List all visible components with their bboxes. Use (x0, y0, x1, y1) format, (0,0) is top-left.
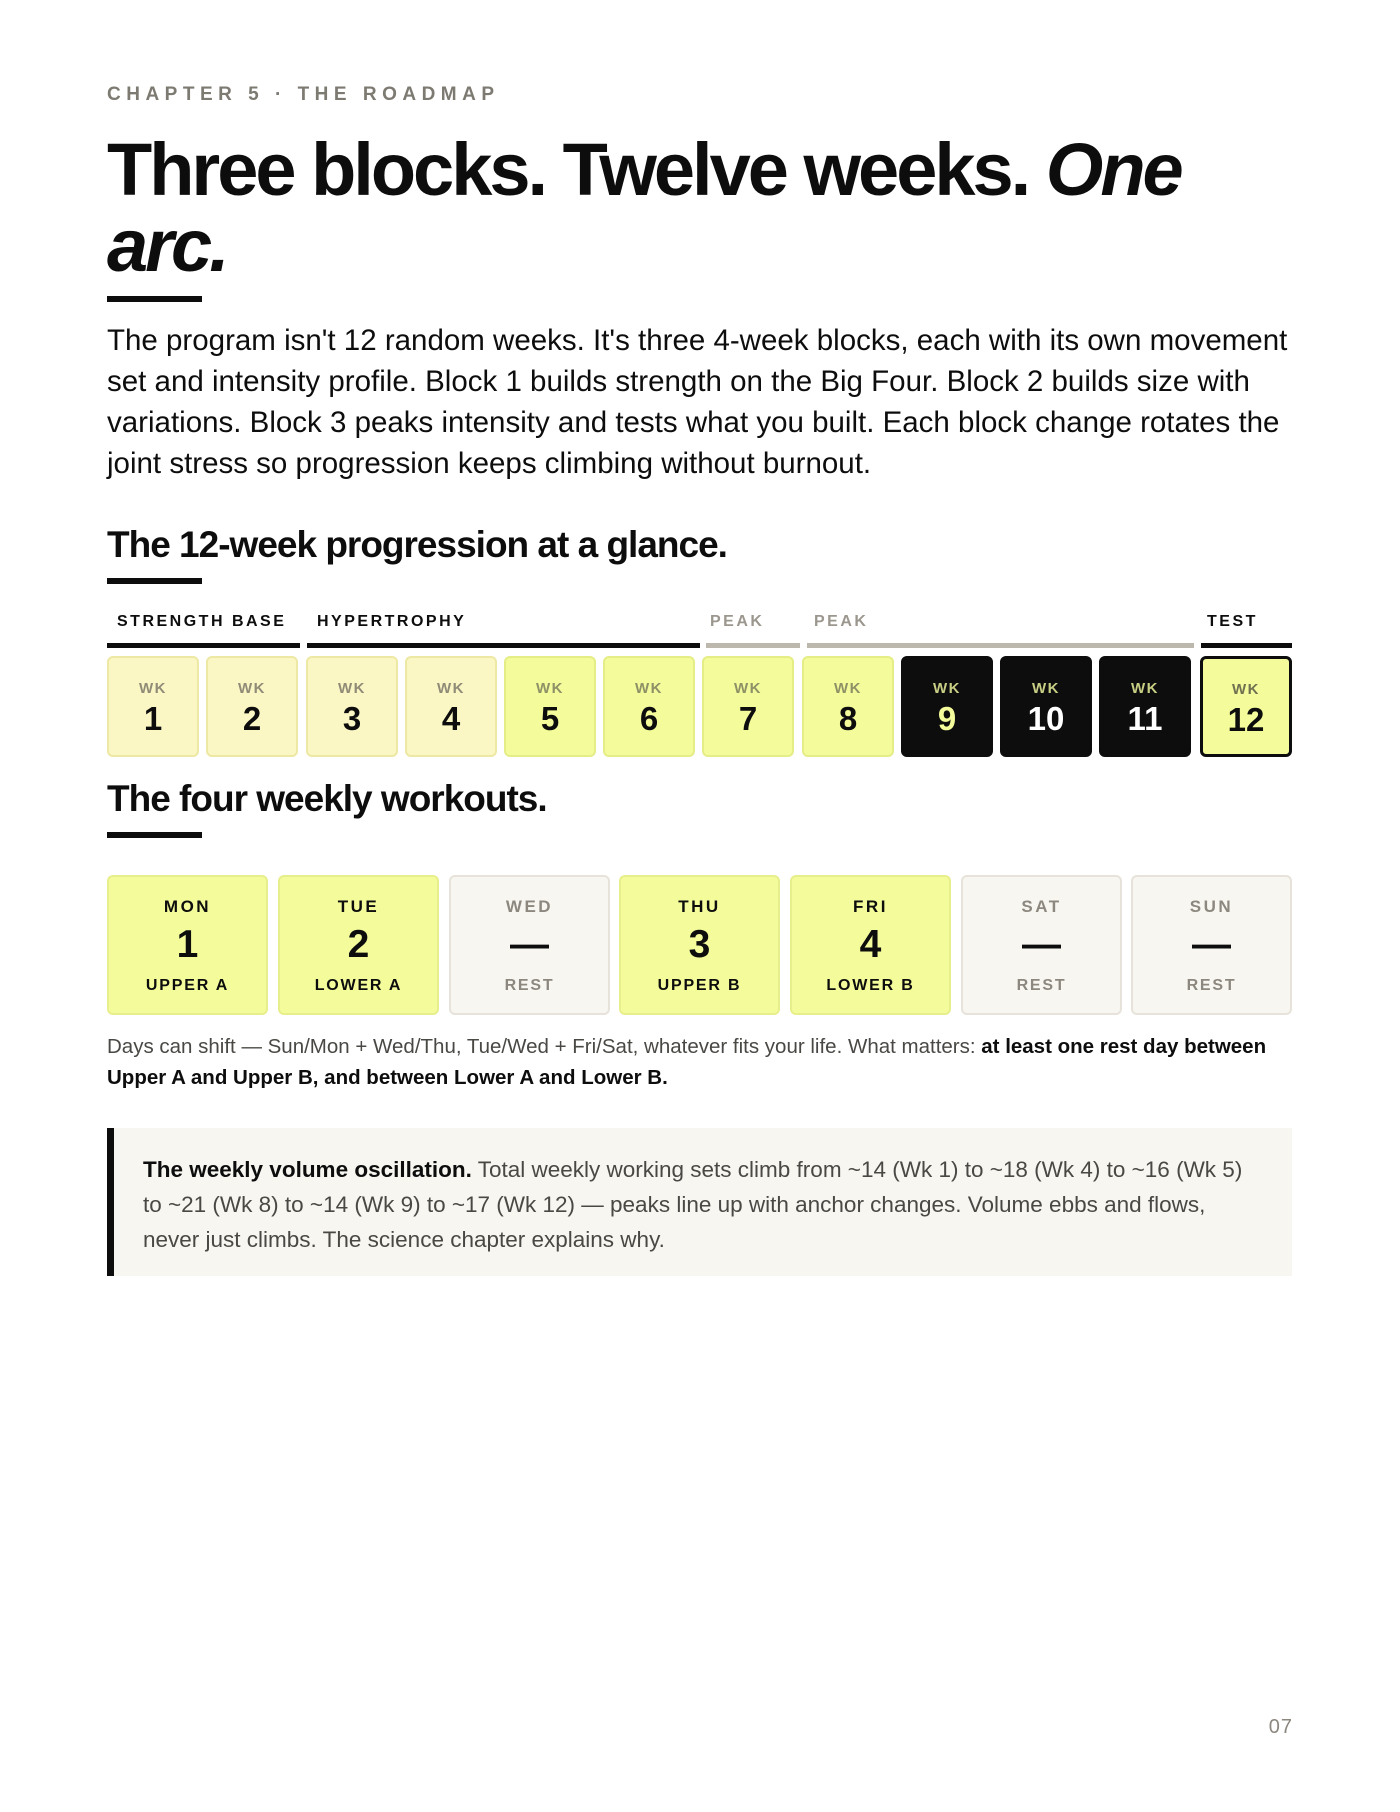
week-label: WK (834, 680, 862, 697)
week-number: 6 (639, 700, 659, 737)
week-label: WK (338, 680, 366, 697)
day-name: SUN (1189, 897, 1234, 916)
week-tile-test (1200, 656, 1292, 757)
phase-label-peak-2: PEAK (814, 613, 869, 630)
page-title (107, 128, 1292, 287)
schedule-note (107, 1031, 1297, 1093)
week-number: 1 (143, 700, 163, 737)
workout-label: UPPER B (657, 977, 742, 994)
workouts-heading: The four weekly workouts. (107, 778, 547, 819)
week-number: 11 (1127, 700, 1163, 737)
week-label: WK (1131, 680, 1159, 697)
day-name: TUE (337, 897, 380, 916)
callout-text: Total weekly working sets climb from ~14 (Wk 1) to ~18 (Wk 4) to ~16 (Wk 5) to ~21 (Wk 8) to ~14 (Wk 9) to ~17 (Wk 12) — peaks line up with anchor changes. Volume ebbs and flows, never just climbs. The science chapter explains why. (143, 1157, 1243, 1252)
workout-label: LOWER A (314, 977, 403, 994)
week-label: WK (734, 680, 762, 697)
day-name: FRI (853, 897, 888, 916)
week-number: 12 (1227, 701, 1265, 738)
week-tile (901, 656, 993, 757)
day-name: WED (505, 897, 554, 916)
week-tile (306, 656, 398, 757)
week-number: 5 (540, 700, 560, 737)
day-tile-fri (790, 875, 951, 1015)
title-rule (107, 296, 202, 302)
day-name: MON (163, 897, 212, 916)
day-name: SAT (1021, 897, 1062, 916)
workout-label: REST (504, 977, 555, 994)
week-number: 9 (937, 700, 957, 737)
day-name: THU (678, 897, 721, 916)
day-tile-wed (449, 875, 610, 1015)
day-tile-mon (107, 875, 268, 1015)
day-tile-thu (619, 875, 780, 1015)
week-tile (206, 656, 298, 757)
progression-heading: The 12-week progression at a glance. (107, 524, 727, 565)
title-plain: Three blocks. Twelve weeks. (107, 128, 1046, 211)
phase-bar-strength-base (107, 643, 300, 648)
progression-rule (107, 578, 202, 584)
workout-label: UPPER A (145, 977, 230, 994)
phase-bar-test (1201, 643, 1292, 648)
workout-number: 4 (859, 923, 882, 966)
chapter-eyebrow: CHAPTER 5 · THE ROADMAP (107, 84, 500, 105)
week-label: WK (1032, 680, 1060, 697)
week-tile (1099, 656, 1191, 757)
page-number: 07 (1268, 1716, 1293, 1738)
week-label: WK (238, 680, 266, 697)
week-label: WK (1232, 681, 1260, 698)
week-tile (603, 656, 695, 757)
week-label: WK (536, 680, 564, 697)
phase-label-peak-1: PEAK (710, 613, 765, 630)
week-tile (504, 656, 596, 757)
week-number: 8 (838, 700, 858, 737)
phase-bar-peak-2 (807, 643, 1194, 648)
week-tile (702, 656, 794, 757)
week-tile (802, 656, 894, 757)
week-tile (405, 656, 497, 757)
workouts-rule (107, 832, 202, 838)
week-number: 4 (441, 700, 461, 737)
workout-number: — (1022, 923, 1061, 966)
intro-paragraph: The program isn't 12 random weeks. It's three 4-week blocks, each with its own movement set and intensity profile. Block 1 builds strength on the Big Four. Block 2 builds size with variations. Block 3 peaks intensity and tests what you built. Each block change rotates the joint stress so progression keeps climbing without burnout. (107, 324, 1288, 480)
week-number: 2 (242, 700, 262, 737)
week-label: WK (437, 680, 465, 697)
note-emphasis: at least one rest day between Upper A and Upper B, and between Lower A and Lower B. (107, 1035, 1267, 1089)
workout-number: 2 (347, 923, 370, 966)
week-tile (107, 656, 199, 757)
workout-number: 3 (688, 923, 711, 966)
workout-number: — (1192, 923, 1231, 966)
phase-bar-peak-1 (706, 643, 800, 648)
workout-number: — (510, 923, 549, 966)
note-text: Days can shift — Sun/Mon + Wed/Thu, Tue/Wed + Fri/Sat, whatever fits your life. What matters: (107, 1035, 982, 1058)
volume-callout (107, 1128, 1292, 1276)
week-number: 7 (738, 700, 758, 737)
day-tile-sun (1131, 875, 1292, 1015)
week-label: WK (139, 680, 167, 697)
phase-label-strength-base: STRENGTH BASE (117, 613, 287, 630)
workout-label: LOWER B (826, 977, 915, 994)
phase-label-hypertrophy: HYPERTROPHY (317, 613, 467, 630)
week-label: WK (933, 680, 961, 697)
callout-title: The weekly volume oscillation. (143, 1157, 472, 1182)
week-number: 10 (1027, 700, 1065, 737)
phase-label-test: TEST (1207, 613, 1258, 630)
phase-bar-hypertrophy (307, 643, 700, 648)
week-tile (1000, 656, 1092, 757)
day-tile-sat (961, 875, 1122, 1015)
day-tile-tue (278, 875, 439, 1015)
week-label: WK (635, 680, 663, 697)
workout-label: REST (1016, 977, 1067, 994)
week-number: 3 (342, 700, 362, 737)
title-italic: One arc. (107, 128, 1181, 287)
workout-number: 1 (176, 923, 199, 966)
workout-label: REST (1186, 977, 1237, 994)
